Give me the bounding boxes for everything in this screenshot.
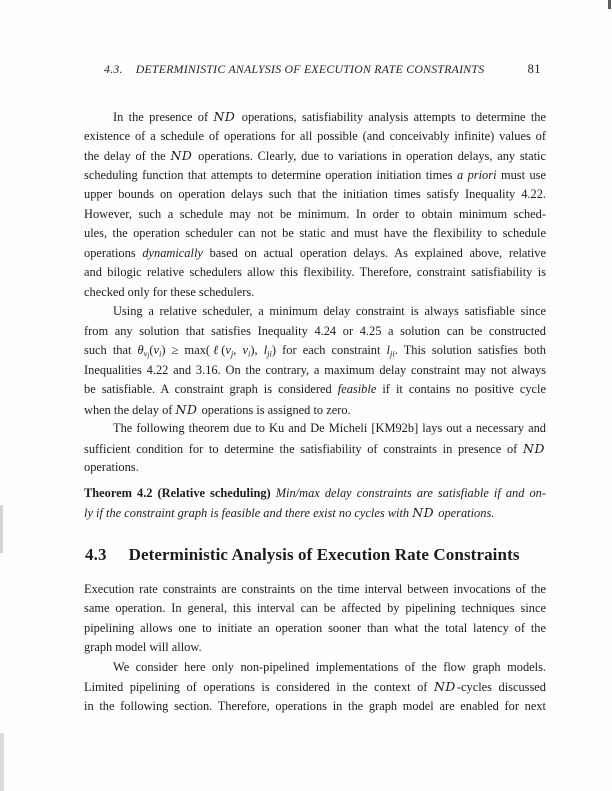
text-line	[84, 503, 546, 523]
paragraph	[84, 419, 546, 478]
text-line	[84, 263, 546, 283]
text-line	[84, 638, 546, 658]
text-line	[84, 599, 546, 619]
text-span-i: v	[153, 343, 160, 357]
text-span: in the following section. Therefore, operations in the graph model are enabled for next	[84, 698, 546, 713]
running-header-section-number: 4.3.	[104, 62, 123, 76]
text-span: such that	[84, 343, 138, 357]
text-span-i: operations.	[435, 506, 495, 520]
text-span: -cycles discussed	[456, 680, 547, 694]
text-span: ules, the operation scheduler can not be static and must have the flexibility to schedule	[84, 226, 546, 240]
text-span: scheduling function that attempts to determine operation initiation times	[84, 167, 457, 182]
text-line	[84, 619, 546, 639]
paragraph	[84, 107, 546, 302]
paragraph	[84, 302, 546, 419]
page-content	[84, 107, 546, 716]
text-span: ) for each constraint	[271, 343, 387, 357]
text-span-ssub: j	[147, 351, 150, 360]
text-span: ),	[250, 343, 264, 357]
text-span-i: feasible	[337, 382, 377, 396]
text-span: Inequalities 4.22 and 3.16. On the contrary, a maximum delay constraint may not always	[84, 362, 546, 377]
text-span: from any solution that satisfies Inequality 4.24 or 4.25 a solution can be constructed	[84, 323, 546, 338]
text-span: and bilogic relative schedulers allow this flexibility. Therefore, constraint satisfiability is	[84, 265, 546, 279]
text-span-i: θ	[137, 343, 144, 357]
text-line	[84, 380, 546, 400]
text-line	[84, 439, 546, 459]
running-header-title	[104, 62, 484, 77]
text-span-i: l	[386, 343, 390, 357]
text-span-sub: i	[247, 348, 251, 359]
page-number: 81	[527, 62, 541, 76]
text-line	[84, 697, 546, 717]
text-span: In the presence of	[113, 110, 214, 124]
text-span-cal: ND	[170, 148, 193, 163]
text-span-sub: ji	[267, 348, 272, 359]
text-span: based on actual operation delays. As explained above, relative	[202, 245, 547, 260]
text-span-cal: ND	[175, 401, 198, 417]
text-span: . This solution satisfies both	[394, 343, 546, 357]
text-span-sub: v	[143, 348, 148, 359]
text-span: when the delay of	[84, 402, 176, 417]
text-span-i: ly if the constraint graph is feasible and there exist no cycles with	[84, 506, 413, 520]
text-span: existence of a schedule of operations for all possible (and conceivably infinite) values of	[84, 128, 546, 143]
text-span-i: ℓ	[210, 343, 222, 357]
text-span: (	[221, 343, 226, 357]
text-line	[84, 302, 546, 322]
text-span-cal: ND	[433, 679, 456, 694]
text-span: same operation. In general, this interval can be affected by pipelining techniques since	[84, 601, 546, 615]
text-span: The following theorem due to Ku and De Micheli [KM92b] lays out a necessary and	[113, 421, 546, 435]
paragraph	[84, 658, 546, 717]
text-span: operations. Clearly, due to variations in operation delays, any static	[193, 149, 546, 163]
text-line	[84, 400, 546, 420]
text-line	[84, 419, 546, 439]
text-line	[84, 458, 546, 478]
scan-artifact-corner	[608, 0, 611, 9]
text-span: We consider here only non-pipelined implementations of the flow graph models.	[113, 659, 546, 674]
text-span: operations	[84, 245, 143, 260]
text-span: pipelining allows one to initiate an operation sooner than what the total latency of the	[84, 620, 546, 635]
text-span: must use	[496, 167, 546, 182]
text-span: Execution rate constraints are constraints on the time interval between invocations of the	[84, 581, 546, 596]
text-line	[84, 185, 546, 205]
text-line	[84, 580, 546, 600]
text-span: if it contains no positive cycle	[376, 382, 546, 396]
text-span: ) ≥ max(	[161, 343, 211, 357]
text-span: checked only for these schedulers.	[84, 284, 255, 299]
text-span: the delay of the	[84, 149, 171, 163]
text-line	[84, 205, 546, 225]
text-span-sub: i	[159, 348, 162, 359]
text-span: operations is assigned to zero.	[198, 402, 351, 417]
scan-artifact-left-edge	[0, 505, 3, 553]
text-span: operations, satisfiability analysis attempts to determine the	[236, 110, 546, 124]
paragraph	[84, 580, 546, 658]
text-span-i: a priori	[456, 167, 497, 182]
text-line	[84, 677, 546, 697]
text-line	[84, 484, 546, 504]
text-span-cal: ND	[213, 109, 236, 124]
text-span: sufficient condition for to determine the satisfiability of constraints in presence of	[84, 441, 524, 456]
text-span-cal: ND	[523, 440, 545, 456]
section-title: Deterministic Analysis of Execution Rate Constraints	[128, 544, 520, 564]
scan-artifact-left-edge-bottom	[0, 733, 4, 791]
text-span: Using a relative scheduler, a minimum delay constraint is always satisfiable since	[113, 304, 546, 318]
text-span-sub: j	[230, 348, 234, 359]
text-line	[84, 127, 546, 147]
text-span-cal: ND	[412, 505, 435, 520]
text-span-i: v	[225, 343, 231, 357]
text-line	[84, 166, 546, 186]
running-header	[104, 62, 541, 77]
text-line	[84, 244, 546, 264]
text-line	[84, 341, 546, 361]
text-span-sub: ji	[389, 348, 395, 359]
text-span-i: Min/max delay constraints are satisfiable if and on-	[275, 485, 547, 500]
text-line	[84, 322, 546, 342]
theorem-block	[84, 484, 546, 523]
section-heading	[85, 544, 546, 566]
text-span: Limited pipelining of operations is considered in the context of	[84, 680, 434, 694]
text-span: (	[149, 343, 154, 357]
text-line	[84, 361, 546, 381]
text-span: be satisfiable. A constraint graph is considered	[84, 382, 338, 396]
text-line	[84, 107, 546, 127]
running-header-text: DETERMINISTIC ANALYSIS OF EXECUTION RATE CONSTRAINTS	[135, 62, 485, 76]
text-span: However, such a schedule may not be minimum. In order to obtain minimum sched-	[84, 206, 546, 221]
text-line	[84, 283, 546, 303]
text-line	[84, 658, 546, 678]
text-line	[84, 146, 546, 166]
section-number: 4.3	[85, 544, 107, 564]
text-span: ,	[233, 343, 243, 357]
text-span: graph model will allow.	[84, 640, 202, 654]
text-span: upper bounds on operation delays such that the initiation times satisfy Inequality 4.22.	[84, 187, 546, 201]
text-span-i: l	[263, 343, 268, 357]
text-span-b: Theorem 4.2 (Relative scheduling)	[84, 485, 271, 500]
text-span-i: dynamically	[142, 245, 203, 260]
text-span-i: v	[242, 343, 248, 357]
text-line	[84, 224, 546, 244]
text-span: operations.	[84, 460, 139, 474]
